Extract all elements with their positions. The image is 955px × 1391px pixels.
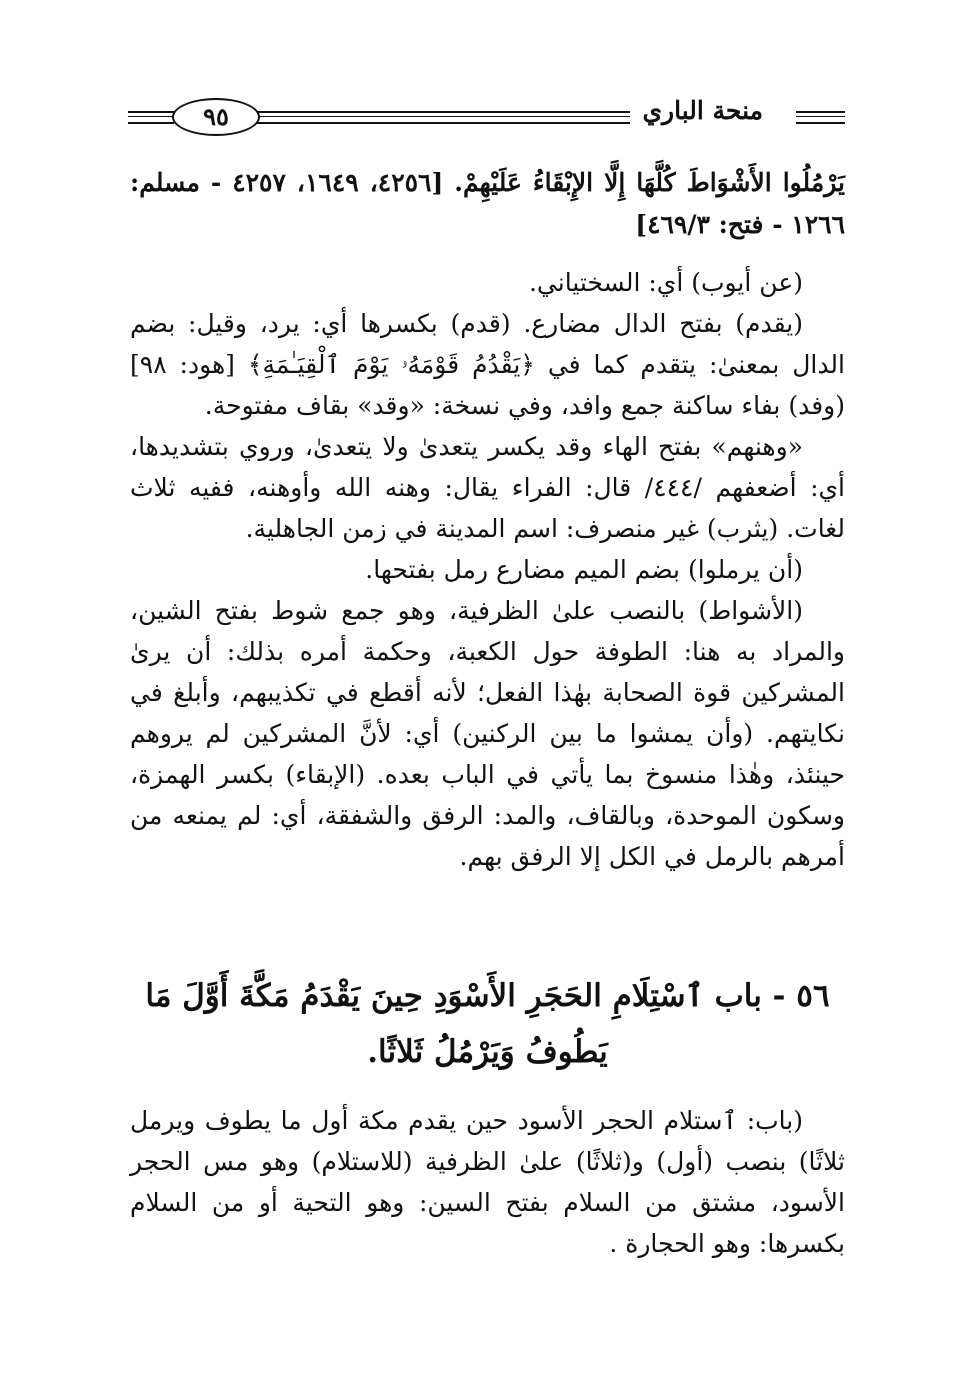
commentary-paragraph: (باب: ٱستلام الحجر الأسود حين يقدم مكة أول ما يطوف ويرمل ثلاثًا) بنصب (أول) و(ثلاثًا) علىٰ الظرفية (للاستلام) وهو مس الحجر الأسود، مشتق من السلام بفتح السين: وهو التحية أو من السلام بكسرها: وهو الحجارة . [130, 1106, 845, 1258]
commentary-paragraph: (الأشواط) بالنصب علىٰ الظرفية، وهو جمع شوط بفتح الشين، والمراد به هنا: الطوفة حول الكعبة، وحكمة أمره بذلك: أن يرىٰ المشركين قوة الصحابة بهٰذا الفعل؛ لأنه أقطع في تكذيبهم، وأبلغ في نكايتهم. (وأن يمشوا ما بين الركنين) أي: لأنَّ المشركين لم يروهم حينئذ، وهٰذا منسوخ بما يأتي في الباب بعده. (الإبقاء) بكسر الهمزة، وسكون الموحدة، وبالقاف، والمد: الرفق والشفقة، أي: لم يمنعه من أمرهم بالرمل في الكل إلا الرفق بهم. [130, 596, 845, 871]
section-commentary [130, 1100, 845, 1264]
commentary [130, 262, 845, 877]
page-header [128, 92, 845, 140]
commentary-paragraph: «وهنهم» بفتح الهاء وقد يكسر يتعدىٰ ولا يتعدىٰ، وروي بتشديدها، أي: أضعفهم /٤٤٤/ قال: الفراء يقال: وهنه الله وأوهنه، ففيه ثلاث لغات. (يثرب) غير منصرف: اسم المدينة في زمن الجاهلية. [130, 432, 846, 543]
section-heading: ٥٦ - باب ٱسْتِلَامِ الحَجَرِ الأَسْوَدِ حِينَ يَقْدَمُ مَكَّةَ أَوَّلَ مَا يَطُوفُ وَيَرْمُلُ ثَلاثًا. [145, 978, 830, 1070]
commentary-paragraph: (عن أيوب) أي: السختياني. [528, 268, 803, 297]
running-title: منحة الباري [630, 96, 775, 125]
header-rule-right [796, 111, 845, 124]
hadith-tail: يَرْمُلُوا الأَشْوَاطَ كُلَّهَا إِلَّا الإِبْقَاءُ عَلَيْهِمْ. [٤٢٥٦، ١٦٤٩، ٤٢٥٧ - مسلم: ١٢٦٦ - فتح: ٤٦٩/٣] [130, 168, 845, 239]
header-rule-left [128, 111, 174, 124]
page-number: ٩٥ [172, 98, 260, 136]
commentary-paragraph: (أن يرملوا) بضم الميم مضارع رمل بفتحها. [365, 555, 803, 584]
commentary-paragraph: (يقدم) بفتح الدال مضارع. (قدم) بكسرها أي: يرد، وقيل: بضم الدال بمعنىٰ: يتقدم كما في ﴿يَقْدُمُ قَوْمَهُۥ يَوْمَ ٱلْقِيَـٰمَةِ﴾ [هود: ٩٨] (وفد) بفاء ساكنة جمع وافد، وفي نسخة: «وقد» بقاف مفتوحة. [130, 309, 845, 420]
